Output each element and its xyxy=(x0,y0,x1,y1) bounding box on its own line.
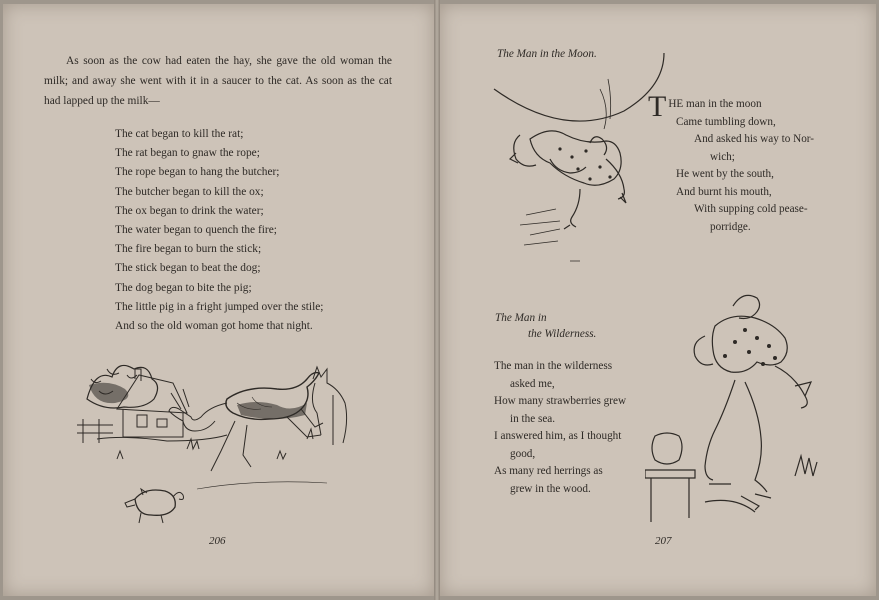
verse-line: The water began to quench the fire; xyxy=(115,224,277,237)
poem-title-wilderness-2: the Wilderness. xyxy=(528,328,597,340)
poem-line: asked me, xyxy=(510,377,555,390)
poem-line: And asked his way to Nor- xyxy=(694,133,815,145)
right-page xyxy=(440,4,876,596)
verse-line: The ox began to drink the water; xyxy=(115,204,264,217)
verse-line: And so the old woman got home that night. xyxy=(115,320,313,333)
poem-wilderness xyxy=(494,358,626,498)
poem-line: As many red herrings as xyxy=(494,465,603,477)
poem-line: With supping cold pease- xyxy=(694,203,808,215)
poem-line: HE man in the moon xyxy=(668,98,762,110)
page-number: 207 xyxy=(655,535,672,547)
poem-moon xyxy=(648,90,838,236)
poem-line: I answered him, as I thought xyxy=(494,430,622,442)
verse-line: The stick began to beat the dog; xyxy=(115,262,261,275)
poem-line: porridge. xyxy=(710,220,751,233)
cumulative-verse xyxy=(115,125,323,336)
man-in-wilderness-illustration xyxy=(645,286,845,526)
donkey-and-pig-illustration xyxy=(77,339,367,529)
verse-line: The rope began to hang the butcher; xyxy=(115,166,280,179)
poem-line: grew in the wood. xyxy=(510,482,591,495)
poem-line: wich; xyxy=(710,150,735,163)
poem-line: And burnt his mouth, xyxy=(676,185,772,198)
poem-line: in the sea. xyxy=(510,412,556,425)
intro-paragraph: As soon as the cow had eaten the hay, she gave the old woman the milk; and away she went with it in a saucer to the cat. As soon as the cat had lapped up the milk— xyxy=(44,55,392,107)
poem-line: Came tumbling down, xyxy=(676,115,776,128)
verse-line: The dog began to bite the pig; xyxy=(115,281,252,294)
verse-line: The cat began to kill the rat; xyxy=(115,128,244,140)
poem-line: The man in the wilderness xyxy=(494,360,613,372)
poem-title-moon: The Man in the Moon. xyxy=(497,48,597,60)
poem-title-wilderness-1: The Man in xyxy=(495,312,547,324)
drop-cap: T xyxy=(648,90,667,123)
poem-line: He went by the south, xyxy=(676,168,774,180)
poem-line: good, xyxy=(510,447,536,460)
verse-line: The butcher began to kill the ox; xyxy=(115,185,264,198)
page-number: 206 xyxy=(209,535,226,547)
poem-line: How many strawberries grew xyxy=(494,395,627,407)
verse-line: The rat began to gnaw the rope; xyxy=(115,147,260,160)
verse-line: The fire began to burn the stick; xyxy=(115,243,262,256)
left-page xyxy=(3,4,434,596)
verse-line: The little pig in a fright jumped over the stile; xyxy=(115,300,324,313)
